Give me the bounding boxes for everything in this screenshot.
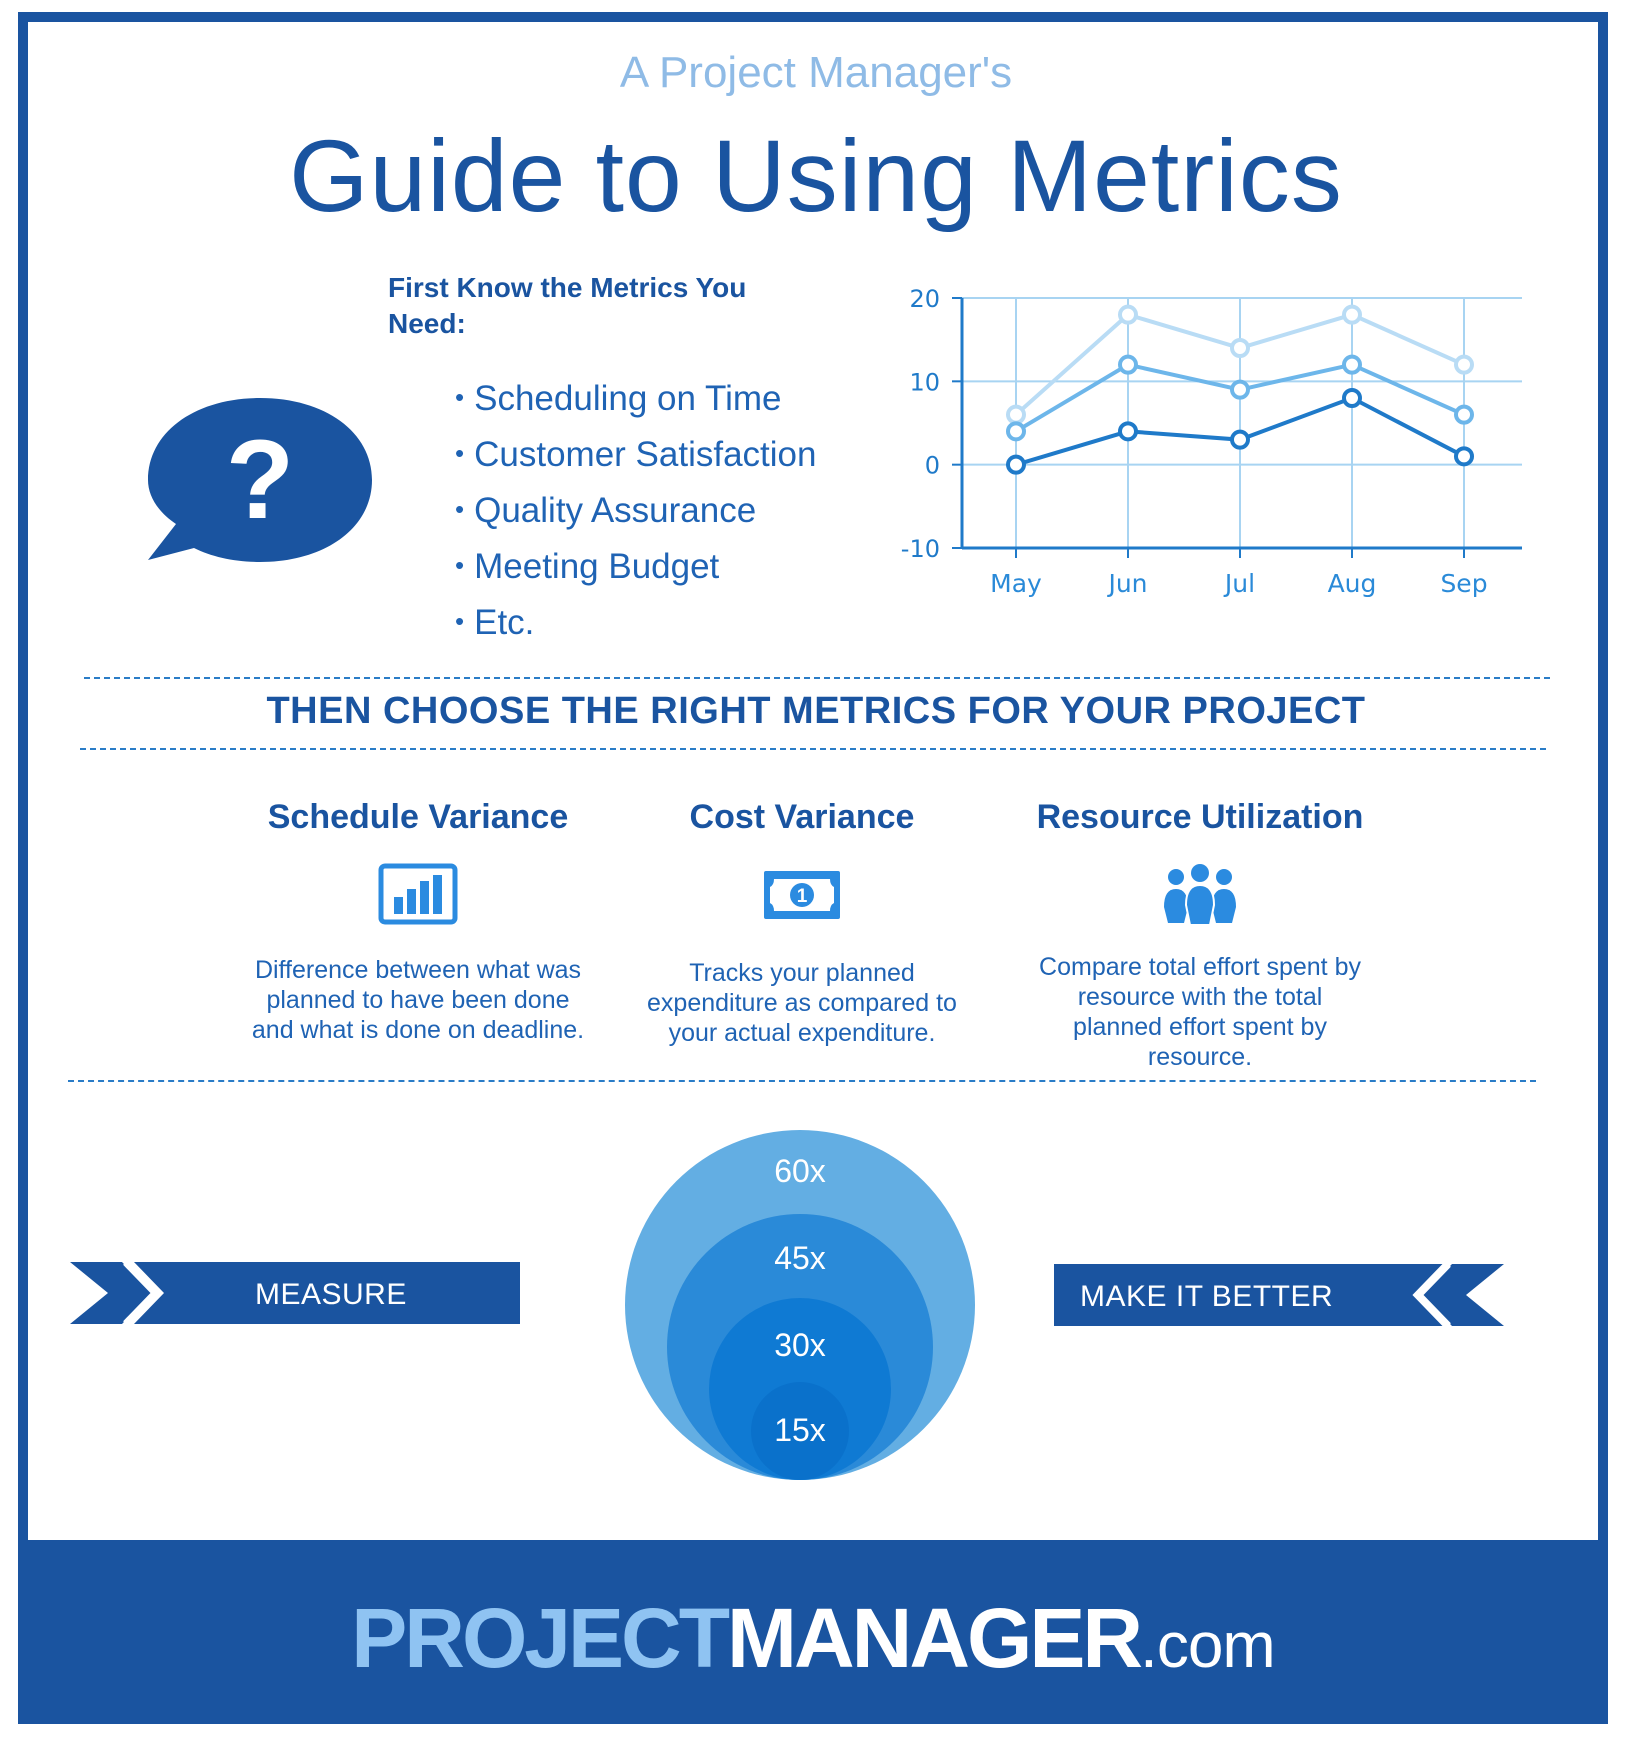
brand-logo: [18, 1590, 1608, 1687]
brand-part: MANAGER: [727, 1591, 1141, 1685]
desc-line: resource with the total: [1077, 983, 1323, 1011]
desc-line: and what is done on deadline.: [251, 1016, 585, 1044]
x-tick-label: Jun: [1108, 569, 1148, 598]
data-point: [1120, 307, 1136, 323]
list-item: • Quality Assurance: [455, 484, 816, 540]
data-point: [1008, 407, 1024, 423]
metric-description: [208, 955, 628, 1045]
x-tick-label: Aug: [1327, 569, 1377, 598]
data-point: [1008, 423, 1024, 439]
brand-part: PROJECT: [351, 1591, 728, 1685]
svg-text:?: ?: [225, 417, 295, 542]
list-item: • Etc.: [455, 596, 816, 652]
data-point: [1232, 382, 1248, 398]
data-point: [1120, 357, 1136, 373]
section-title: THEN CHOOSE THE RIGHT METRICS FOR YOUR PROJECT: [266, 690, 1366, 732]
x-tick-label: Jul: [1224, 569, 1256, 598]
metric-description: [990, 952, 1410, 1072]
list-item: • Meeting Budget: [455, 540, 816, 596]
people-group-icon: [1160, 863, 1240, 925]
circle-label: 15x: [774, 1412, 826, 1448]
y-tick-label: -10: [900, 535, 940, 563]
metric-title: Schedule Variance: [267, 798, 569, 836]
make-it-better-label: MAKE IT BETTER: [1080, 1280, 1334, 1313]
data-point: [1008, 457, 1024, 473]
metric-title: Cost Variance: [689, 798, 915, 836]
desc-line: expenditure as compared to: [647, 989, 957, 1017]
x-tick-label: May: [990, 569, 1042, 598]
bar-chart-icon: [378, 863, 458, 925]
metric-title: Resource Utilization: [1036, 798, 1364, 836]
divider: [80, 748, 1546, 750]
data-point: [1232, 432, 1248, 448]
page-title: Guide to Using Metrics: [289, 119, 1343, 233]
divider: [84, 677, 1550, 679]
know-heading: First Know the Metrics You Need:: [388, 272, 747, 339]
metric-cost-variance: [592, 798, 1012, 1048]
line-chart: [880, 280, 1540, 610]
desc-line: Tracks your planned: [689, 959, 915, 987]
data-point: [1456, 448, 1472, 464]
desc-line: Compare total effort spent by: [1039, 953, 1361, 981]
metric-schedule-variance: [208, 798, 628, 1045]
data-point: [1456, 407, 1472, 423]
brand-part: .com: [1140, 1609, 1275, 1681]
metric-description: [592, 958, 1012, 1048]
list-item: • Customer Satisfaction: [455, 428, 816, 484]
x-tick-label: Sep: [1440, 569, 1488, 598]
nested-circles: [620, 1125, 980, 1485]
divider: [68, 1080, 1536, 1082]
data-point: [1344, 390, 1360, 406]
circle-label: 45x: [774, 1240, 826, 1276]
metrics-list: [455, 372, 816, 652]
desc-line: resource.: [1147, 1043, 1253, 1071]
data-point: [1344, 307, 1360, 323]
metric-resource-utilization: [990, 798, 1410, 1071]
question-bubble-icon: [140, 390, 380, 570]
data-point: [1232, 340, 1248, 356]
money-bill-icon: [762, 863, 842, 925]
page-subtitle: A Project Manager's: [619, 48, 1013, 97]
list-item: • Scheduling on Time: [455, 372, 816, 428]
data-point: [1344, 357, 1360, 373]
y-tick-label: 10: [909, 368, 940, 397]
data-point: [1120, 423, 1136, 439]
desc-line: your actual expenditure.: [668, 1019, 936, 1047]
bill-glyph: 1: [796, 886, 808, 907]
desc-line: planned effort spent by: [1073, 1013, 1327, 1041]
measure-label: MEASURE: [255, 1278, 407, 1311]
circle-label: 60x: [774, 1153, 826, 1189]
y-tick-label: 20: [909, 285, 940, 313]
data-point: [1456, 357, 1472, 373]
circle-label: 30x: [774, 1327, 826, 1363]
y-tick-label: 0: [924, 451, 940, 480]
desc-line: planned to have been done: [266, 986, 570, 1014]
desc-line: Difference between what was: [254, 956, 582, 984]
